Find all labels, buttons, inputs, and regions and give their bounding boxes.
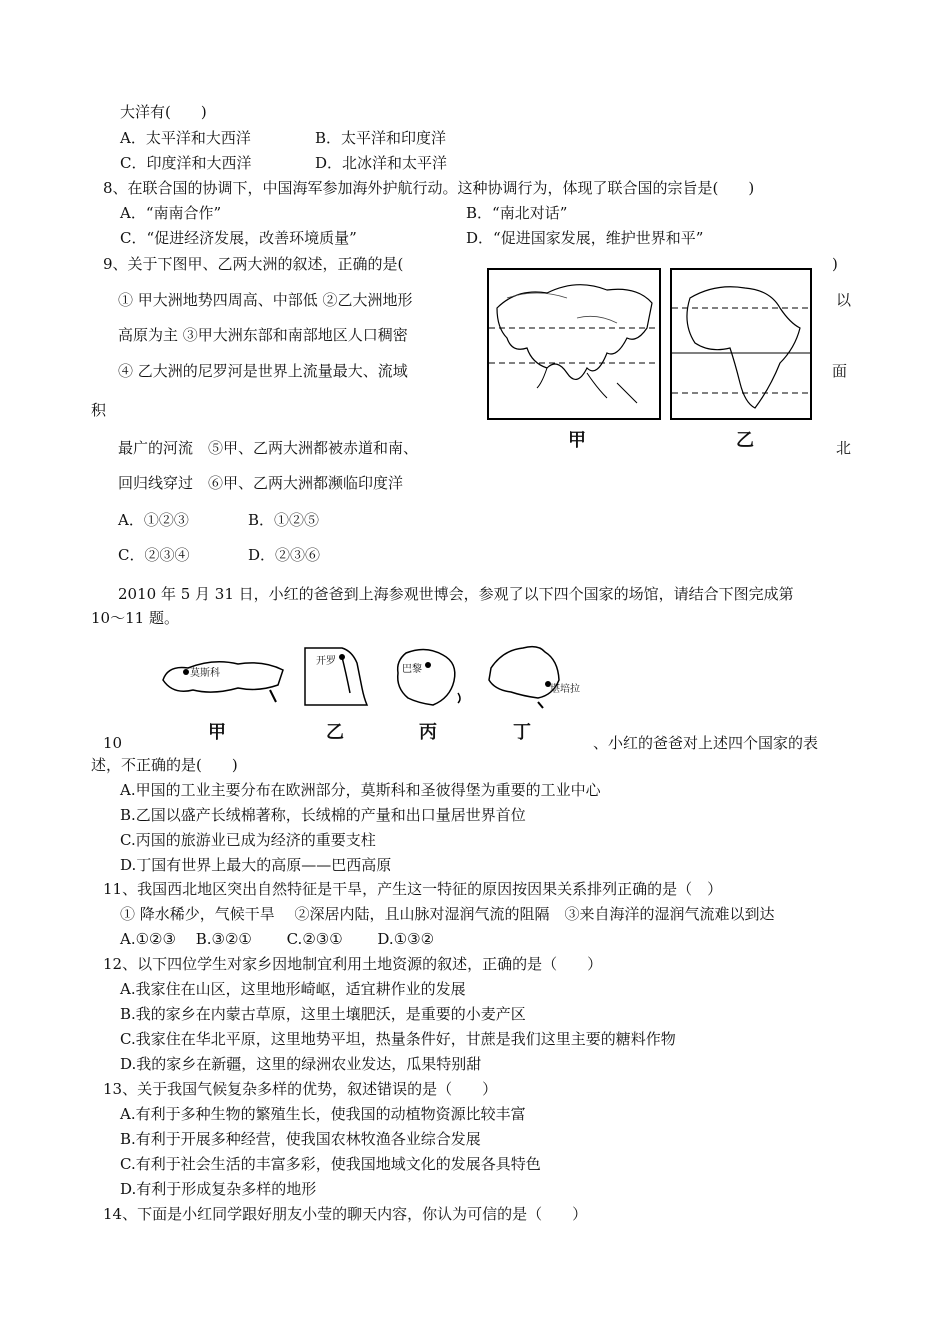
- q13-stem: 13、关于我国气候复杂多样的优势，叙述错误的是（ ）: [103, 1080, 498, 1098]
- map-label-yi: 乙: [736, 430, 754, 451]
- country-map-egypt: [302, 643, 372, 711]
- city-canberra: 堪培拉: [550, 684, 580, 695]
- q10-stem-end: 、小红的爸爸对上述四个国家的表: [593, 734, 819, 752]
- q7-option-d: D．北冰洋和太平洋: [315, 154, 448, 172]
- q9-line1-end: 以: [836, 291, 852, 309]
- q14-stem: 14、下面是小红同学跟好朋友小莹的聊天内容，你认为可信的是（ ）: [103, 1205, 588, 1223]
- country-label-ding: 丁: [513, 722, 531, 743]
- q13-option-b: B.有利于开展多种经营，使我国农林牧渔各业综合发展: [120, 1130, 481, 1148]
- q10-option-a: A.甲国的工业主要分布在欧洲部分，莫斯科和圣彼得堡为重要的工业中心: [120, 781, 601, 799]
- q13-option-c: C.有利于社会生活的丰富多彩，使我国地域文化的发展各具特色: [120, 1155, 541, 1173]
- q9-line5: 最广的河流 ⑤甲、乙两大洲都被赤道和南、: [118, 439, 419, 457]
- q9-line3-end: 面: [832, 362, 848, 380]
- q7-stem-cont: 大洋有( ): [120, 103, 207, 121]
- q9-option-d: D．②③⑥: [248, 546, 321, 564]
- q8-option-b: B．“南北对话”: [466, 204, 568, 222]
- continent-map-yi: [670, 268, 812, 420]
- q9-stem-end: ): [832, 255, 838, 273]
- q10-option-d: D.丁国有世界上最大的高原——巴西高原: [120, 856, 392, 874]
- q7-option-a: A．太平洋和大西洋: [120, 129, 251, 147]
- q9-line6: 回归线穿过 ⑥甲、乙两大洲都濒临印度洋: [118, 474, 404, 492]
- city-cairo: 开罗: [316, 656, 336, 667]
- q12-option-a: A.我家住在山区，这里地形崎岖，适宜耕作业的发展: [120, 980, 466, 998]
- intro-line2: 10～11 题。: [91, 609, 179, 627]
- q9-line1: ① 甲大洲地势四周高、中部低 ②乙大洲地形: [118, 291, 413, 309]
- city-moscow: 莫斯科: [190, 668, 220, 679]
- q9-line4: 积: [91, 401, 107, 419]
- intro-line1: 2010 年 5 月 31 日，小红的爸爸到上海参观世博会，参观了以下四个国家的场馆，请结合下图完成第: [118, 585, 794, 603]
- map-label-jia: 甲: [568, 430, 586, 451]
- q11-options: A.①②③ B.③②① C.②③① D.①③②: [120, 930, 435, 948]
- country-label-yi: 乙: [326, 722, 344, 743]
- q12-option-d: D.我的家乡在新疆，这里的绿洲农业发达，瓜果特别甜: [120, 1055, 482, 1073]
- country-map-australia: [483, 640, 567, 710]
- q9-option-b: B．①②⑤: [248, 511, 320, 529]
- q9-option-a: A．①②③: [118, 511, 189, 529]
- q13-option-d: D.有利于形成复杂多样的地形: [120, 1180, 317, 1198]
- q7-option-c: C．印度洋和大西洋: [120, 154, 252, 172]
- q12-option-c: C.我家住在华北平原，这里地势平坦，热量条件好，甘蔗是我们这里主要的糖料作物: [120, 1030, 676, 1048]
- q10-number: 10: [103, 734, 123, 752]
- q10-option-c: C.丙国的旅游业已成为经济的重要支柱: [120, 831, 376, 849]
- q12-option-b: B.我的家乡在内蒙古草原，这里土壤肥沃，是重要的小麦产区: [120, 1005, 526, 1023]
- q9-line3: ④ 乙大洲的尼罗河是世界上流量最大、流域: [118, 362, 408, 380]
- q10-option-b: B.乙国以盛产长绒棉著称，长绒棉的产量和出口量居世界首位: [120, 806, 526, 824]
- q8-option-a: A．“南南合作”: [120, 204, 222, 222]
- continent-map-jia: [487, 268, 661, 420]
- q7-option-b: B．太平洋和印度洋: [315, 129, 447, 147]
- q8-option-d: D．“促进国家发展，维护世界和平”: [466, 229, 704, 247]
- city-paris: 巴黎: [402, 664, 422, 675]
- q9-stem: 9、关于下图甲、乙两大洲的叙述，正确的是(: [103, 255, 404, 273]
- country-label-jia: 甲: [208, 722, 226, 743]
- q12-stem: 12、以下四位学生对家乡因地制宜利用土地资源的叙述，正确的是（ ）: [103, 955, 603, 973]
- q8-stem: 8、在联合国的协调下，中国海军参加海外护航行动。这种协调行为，体现了联合国的宗旨是( ): [103, 179, 755, 197]
- q9-line2: 高原为主 ③甲大洲东部和南部地区人口稠密: [118, 326, 408, 344]
- q11-items: ① 降水稀少，气候干旱 ②深居内陆，且山脉对湿润气流的阻隔 ③来自海洋的湿润气流难以到达: [120, 905, 775, 923]
- q9-option-c: C．②③④: [118, 546, 190, 564]
- q10-stem2: 述，不正确的是( ): [91, 756, 238, 774]
- country-map-russia: [158, 650, 290, 708]
- country-label-bing: 丙: [419, 722, 437, 743]
- q9-line5-end: 北: [836, 439, 852, 457]
- q13-option-a: A.有利于多种生物的繁殖生长，使我国的动植物资源比较丰富: [120, 1105, 526, 1123]
- country-map-france: [388, 643, 464, 711]
- q8-option-c: C．“促进经济发展，改善环境质量”: [120, 229, 357, 247]
- q11-stem: 11、我国西北地区突出自然特征是干旱，产生这一特征的原因按因果关系排列正确的是（ ）: [103, 880, 723, 898]
